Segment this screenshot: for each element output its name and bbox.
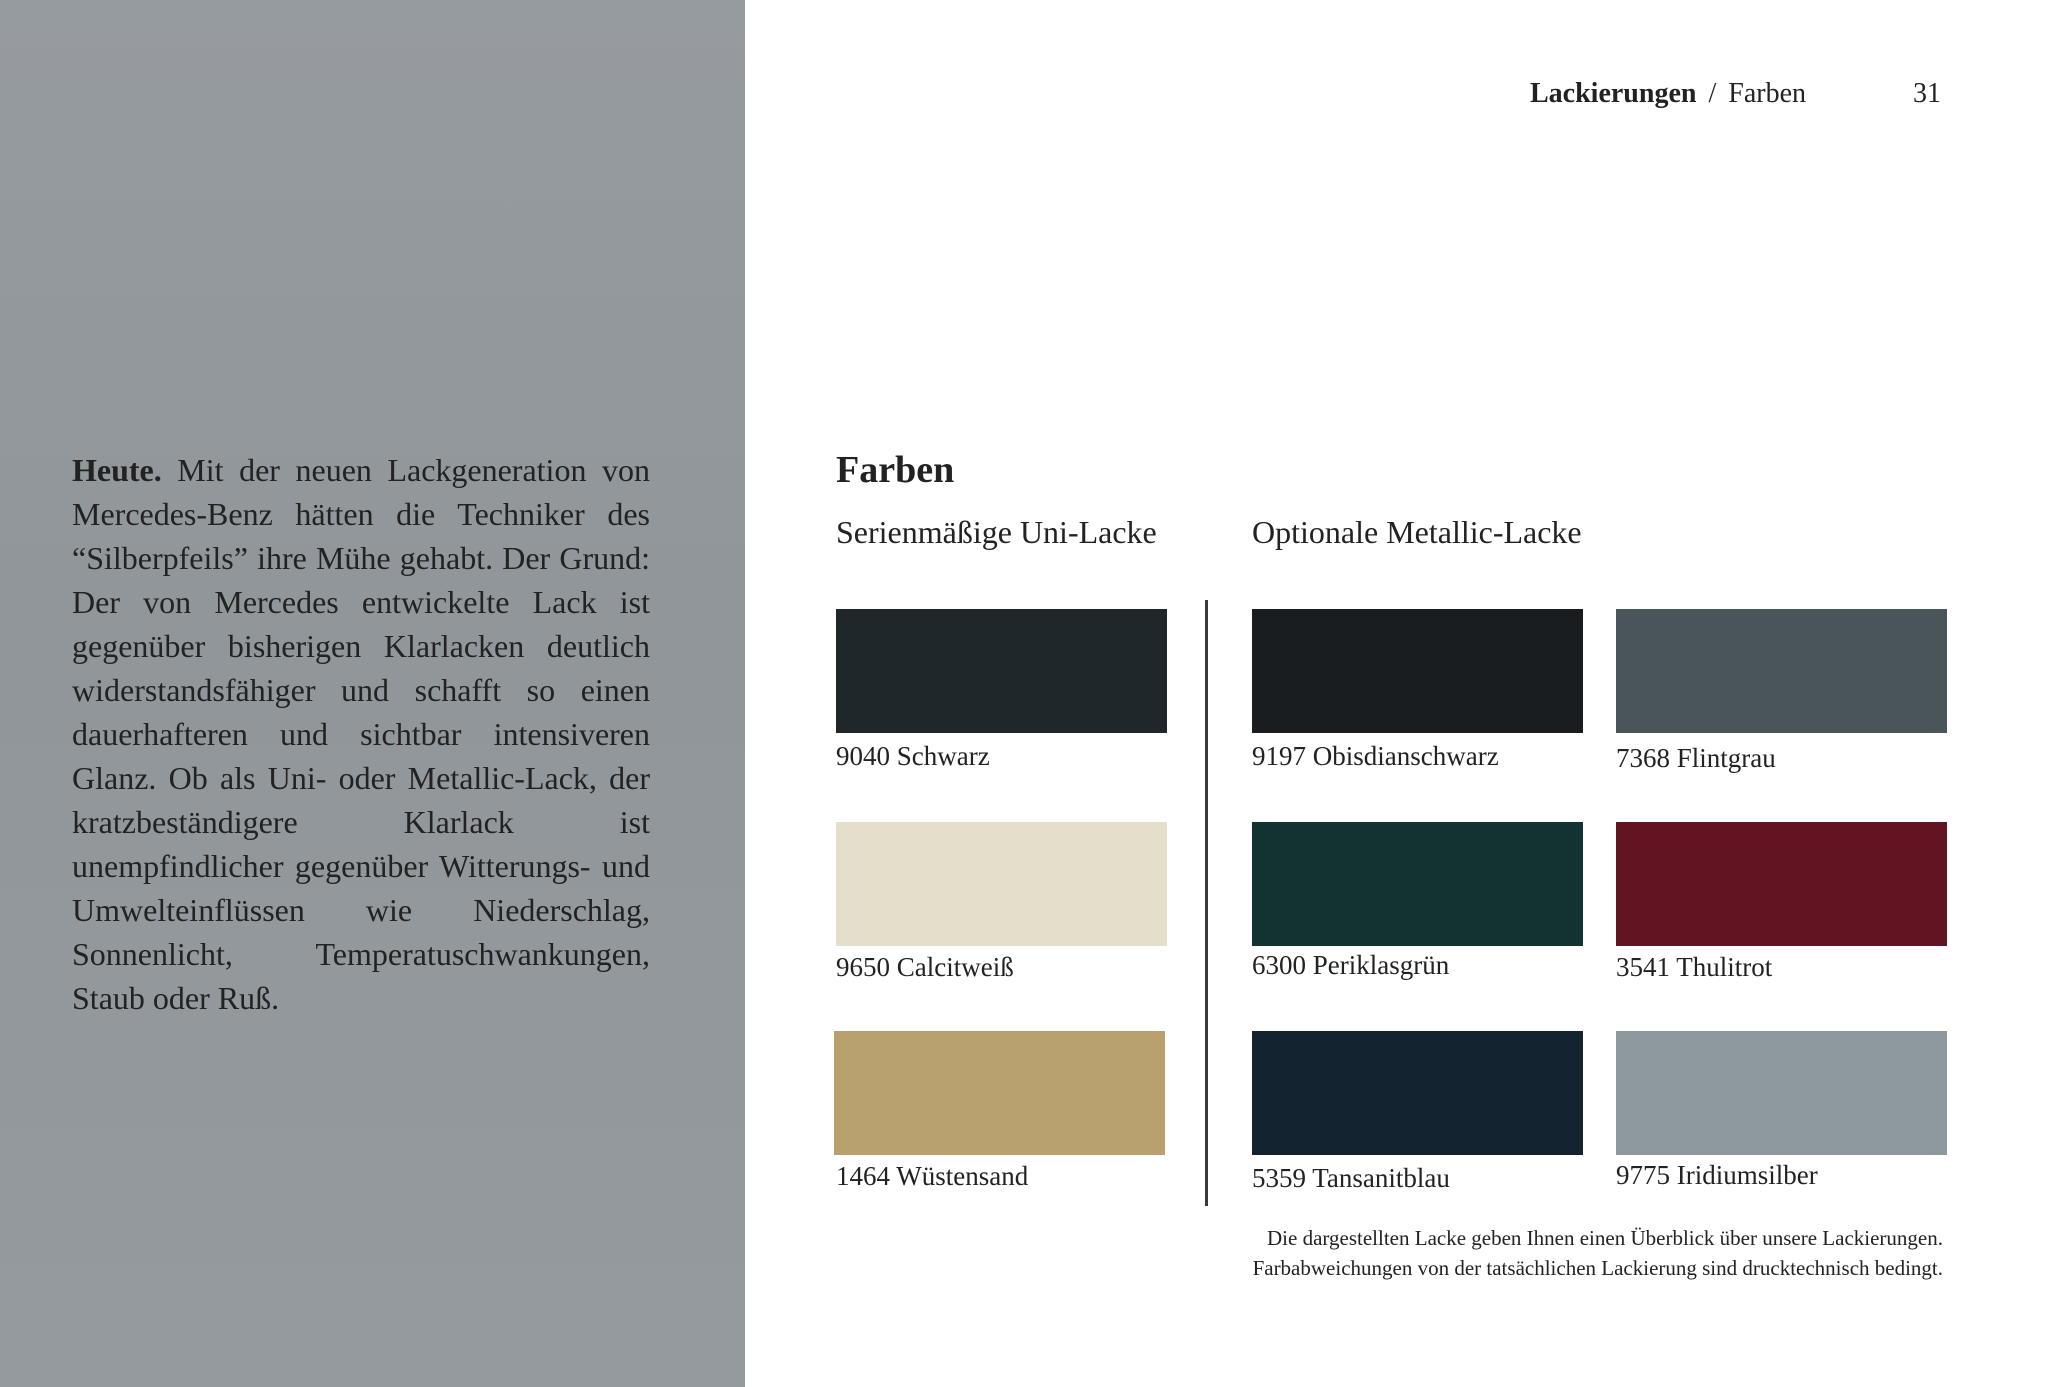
swatch-metallic-6 <box>1616 1031 1947 1155</box>
swatch-metallic-2 <box>1616 609 1947 733</box>
swatch-label-metallic-1: 9197 Obisdianschwarz <box>1252 741 1499 771</box>
swatch-metallic-4 <box>1616 822 1947 946</box>
swatch-uni-2 <box>836 822 1167 946</box>
running-head-subsection: Farben <box>1728 78 1807 109</box>
swatch-label-metallic-4: 3541 Thulitrot <box>1616 952 1773 982</box>
left-gray-panel <box>0 0 745 1387</box>
swatch-metallic-3 <box>1252 822 1583 946</box>
swatch-label-uni-1: 9040 Schwarz <box>836 741 990 771</box>
swatch-metallic-1 <box>1252 609 1583 733</box>
swatch-label-metallic-2: 7368 Flintgrau <box>1616 743 1776 773</box>
swatch-metallic-5 <box>1252 1031 1583 1155</box>
footnote-line-1: Die dargestellten Lacke geben Ihnen einen Überblick über unsere Lackierungen. <box>1267 1226 1943 1250</box>
column-divider <box>1205 600 1208 1206</box>
page-number: 31 <box>1913 78 1941 109</box>
running-head-separator: / <box>1708 78 1717 109</box>
colors-heading: Farben <box>836 449 955 491</box>
uni-colors-title: Serienmäßige Uni-Lacke <box>836 514 1157 550</box>
running-head-section: Lackierungen <box>1530 78 1697 109</box>
swatch-label-metallic-5: 5359 Tansanitblau <box>1252 1163 1450 1193</box>
swatch-label-metallic-6: 9775 Iridiumsilber <box>1616 1160 1818 1190</box>
running-head <box>1530 78 1806 110</box>
intro-paragraph <box>72 448 650 1020</box>
intro-lead: Heute. <box>72 452 162 488</box>
swatch-label-uni-3: 1464 Wüstensand <box>836 1161 1029 1191</box>
metallic-colors-title: Optionale Metallic-Lacke <box>1252 514 1582 550</box>
footnote-line-2: Farbabweichungen von der tatsächlichen Lackierung sind drucktechnisch bedingt. <box>1252 1256 1943 1280</box>
intro-text: Mit der neuen Lackgeneration von Mercedes-Benz hätten die Techniker des “Silberpfeils” ihre Mühe gehabt. Der Grund: Der von Mercedes entwickelte Lack ist gegenüber bisherigen Klarlacken deutlich widerstandsfähiger und schafft so einen dauerhafteren und sichtbar intensiveren Glanz. Ob als Uni- oder Metallic-Lack, der kratzbeständigere Klarlack ist unempfindlicher gegenüber Witterungs- und Umwelteinflüssen wie Niederschlag, Sonnenlicht, Temperatuschwankungen, Staub oder Ruß. <box>72 452 650 1016</box>
swatch-label-metallic-3: 6300 Periklasgrün <box>1252 950 1450 980</box>
footnote <box>1253 1223 1943 1283</box>
swatch-uni-1 <box>836 609 1167 733</box>
swatch-label-uni-2: 9650 Calcitweiß <box>836 952 1014 982</box>
swatch-uni-3 <box>834 1031 1165 1155</box>
